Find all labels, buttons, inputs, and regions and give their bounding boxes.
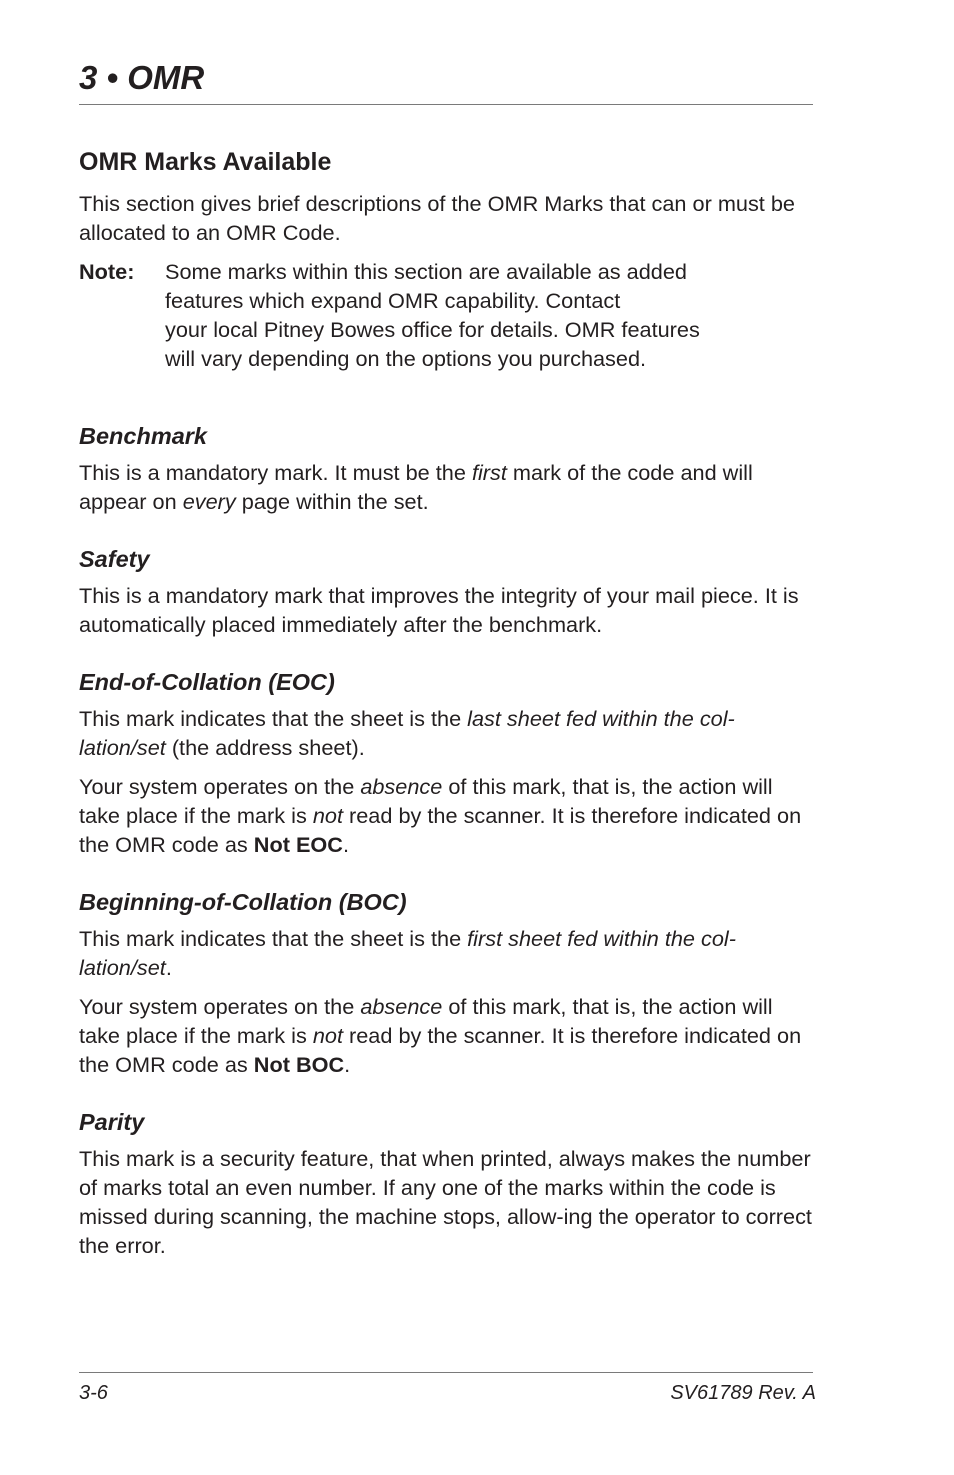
benchmark-text: This is a mandatory mark. It must be the first mark of the code and will appear on every page within the set.	[79, 460, 753, 514]
note-label: Note:	[79, 259, 135, 284]
eoc-heading: End-of-Collation (EOC)	[79, 669, 335, 695]
boc-text-2: Your system operates on the absence of this mark, that is, the action will take place if the mark is not read by the scanner. It is therefore indicated on the OMR code as Not BOC.	[79, 994, 802, 1077]
boc-heading: Beginning-of-Collation (BOC)	[79, 889, 407, 915]
parity-heading: Parity	[79, 1109, 145, 1135]
boc-text-1: This mark indicates that the sheet is the first sheet fed within the col-lation/set.	[79, 926, 736, 980]
eoc-text-2: Your system operates on the absence of this mark, that is, the action will take place if the mark is not read by the scanner. It is therefore indicated on the OMR code as Not EOC.	[79, 774, 802, 857]
note-body	[165, 257, 775, 373]
chapter-title: 3 • OMR	[79, 59, 205, 96]
safety-text: This is a mandatory mark that improves the integrity of your mail piece. It is automatically placed immediately after the benchmark.	[79, 583, 799, 637]
note-line: will vary depending on the options you purchased.	[165, 346, 647, 371]
section-intro: This section gives brief descriptions of the OMR Marks that can or must be allocated to an OMR Code.	[79, 191, 795, 245]
page-content	[79, 145, 814, 1270]
page-number: 3-6	[79, 1382, 108, 1404]
note-line: Some marks within this section are available as added	[165, 259, 687, 284]
section-heading: OMR Marks Available	[79, 148, 332, 176]
footer-divider	[79, 1372, 813, 1373]
note-line: your local Pitney Bowes office for details. OMR features	[165, 317, 700, 342]
parity-text: This mark is a security feature, that when printed, always makes the number of marks total an even number. If any one of the marks within the code is missed during scanning, the machine stops, allow-ing the operator to correct the error.	[79, 1146, 812, 1258]
safety-heading: Safety	[79, 546, 150, 572]
benchmark-heading: Benchmark	[79, 423, 207, 449]
document-id: SV61789 Rev. A	[670, 1382, 816, 1404]
eoc-text-1: This mark indicates that the sheet is the last sheet fed within the col-lation/set (the address sheet).	[79, 706, 735, 760]
note-block	[79, 257, 814, 373]
header-divider	[79, 104, 813, 105]
note-line: features which expand OMR capability. Contact	[165, 288, 621, 313]
